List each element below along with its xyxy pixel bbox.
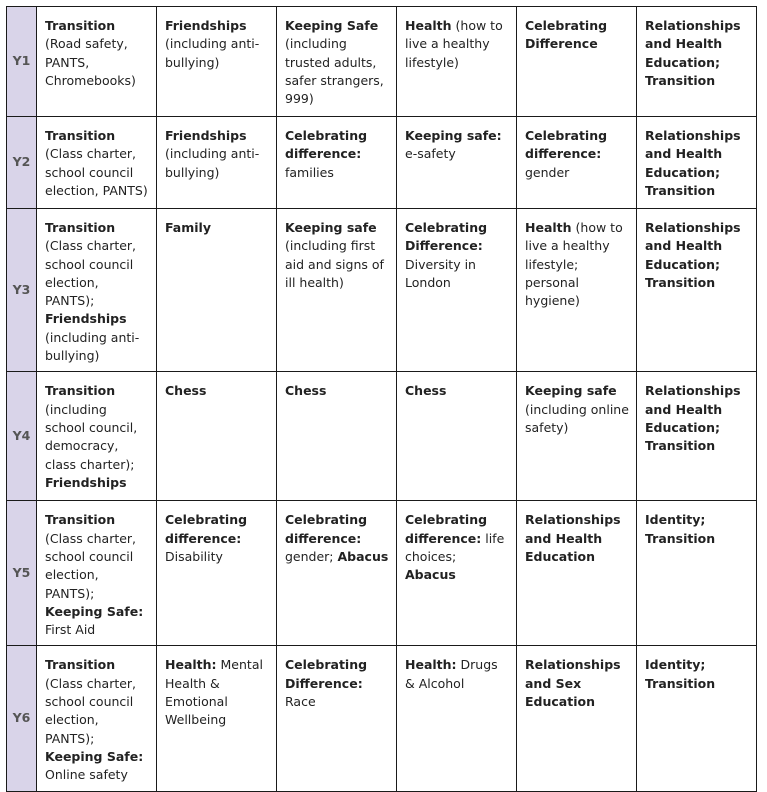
topic-heading: Celebrating difference: [525, 128, 608, 162]
topic-detail: (including anti-bullying) [165, 36, 260, 70]
table-cell [397, 117, 517, 209]
topic-heading: Chess [165, 383, 207, 399]
topic-detail: Mental Health & Emotional Wellbeing [165, 657, 263, 728]
table-cell [517, 646, 637, 791]
topic-heading: Relationships and Health Education [525, 512, 621, 564]
table-cell [397, 7, 517, 117]
topic-heading: Family [165, 220, 211, 235]
topic-heading: Transition [45, 657, 116, 673]
topic-heading: Friendships [45, 474, 127, 490]
table-cell [637, 209, 757, 372]
table-row [7, 372, 757, 501]
topic-detail: (including trusted adults, safer strangers, 999) [285, 36, 384, 107]
topic-heading: Abacus [337, 548, 389, 564]
topic-detail: (Class charter, school council election, PANTS); [45, 238, 137, 309]
topic-heading: Keeping safe: [405, 128, 502, 143]
table-cell [37, 7, 157, 117]
topic-heading: Transition [45, 383, 116, 399]
topic-detail: (including anti-bullying) [165, 146, 260, 180]
table-cell [517, 501, 637, 646]
table-cell [277, 372, 397, 501]
topic-detail: gender; [285, 548, 338, 564]
year-label: Y6 [7, 646, 37, 791]
topic-detail: Online safety [45, 767, 128, 783]
table-cell [517, 372, 637, 501]
topic-detail: First Aid [45, 622, 96, 638]
topic-heading: Identity; Transition [645, 512, 716, 546]
table-row [7, 501, 757, 646]
table-row [7, 209, 757, 372]
topic-detail: life choices; [405, 530, 505, 564]
topic-detail: (Class charter, school council election, PANTS) [45, 146, 148, 198]
topic-detail: (including online safety) [525, 401, 629, 435]
topic-heading: Health [525, 220, 572, 235]
topic-heading: Relationships and Health Education; Transition [645, 220, 741, 290]
topic-heading: Relationships and Health Education; Transition [645, 18, 741, 88]
table-row [7, 646, 757, 791]
table-row [7, 7, 757, 117]
curriculum-table-body [7, 7, 757, 792]
topic-heading: Relationships and Health Education; Transition [645, 128, 741, 198]
topic-heading: Relationships and Health Education; Transition [645, 383, 741, 454]
topic-detail: (including first aid and signs of ill health) [285, 238, 384, 290]
topic-heading: Celebrating difference: [405, 512, 488, 546]
table-cell [37, 372, 157, 501]
table-cell [517, 117, 637, 209]
topic-detail: Drugs & Alcohol [405, 657, 498, 691]
table-cell [277, 209, 397, 372]
topic-heading: Keeping Safe: [45, 603, 144, 619]
topic-heading: Transition [45, 18, 116, 33]
table-cell [37, 209, 157, 372]
table-cell [517, 7, 637, 117]
topic-heading: Keeping safe [285, 220, 377, 235]
topic-heading: Celebrating Difference: [285, 657, 368, 691]
table-cell [157, 117, 277, 209]
year-label: Y1 [7, 7, 37, 117]
topic-heading: Keeping safe [525, 383, 617, 399]
topic-heading: Celebrating difference: [285, 512, 368, 546]
topic-detail: (Road safety, PANTS, Chromebooks) [45, 36, 136, 88]
topic-detail: (including anti-bullying) [45, 329, 140, 364]
table-cell [637, 646, 757, 791]
year-label: Y4 [7, 372, 37, 501]
topic-heading: Health [405, 18, 452, 33]
topic-detail: families [285, 164, 334, 180]
topic-detail: (how to live a healthy lifestyle; personal hygiene) [525, 220, 623, 309]
topic-heading: Friendships [165, 18, 247, 33]
topic-heading: Health: [165, 657, 217, 673]
topic-heading: Relationships and Sex Education [525, 657, 621, 710]
topic-heading: Celebrating Difference: [405, 220, 488, 254]
topic-heading: Friendships [45, 311, 127, 327]
topic-heading: Identity; Transition [645, 657, 716, 691]
year-label: Y2 [7, 117, 37, 209]
table-cell [157, 646, 277, 791]
table-cell [637, 372, 757, 501]
table-cell [37, 117, 157, 209]
topic-detail: (how to live a healthy lifestyle) [405, 18, 503, 70]
table-cell [637, 501, 757, 646]
curriculum-table [6, 6, 757, 792]
table-cell [397, 209, 517, 372]
table-cell [517, 209, 637, 372]
topic-detail: (including school council, democracy, class charter); [45, 401, 138, 472]
table-cell [157, 501, 277, 646]
table-cell [37, 646, 157, 791]
table-cell [277, 7, 397, 117]
topic-detail: (Class charter, school council election, PANTS); [45, 530, 137, 601]
table-cell [157, 209, 277, 372]
topic-heading: Keeping Safe: [45, 748, 144, 764]
table-cell [397, 372, 517, 501]
topic-heading: Abacus [405, 567, 456, 583]
topic-heading: Transition [45, 220, 116, 235]
year-label: Y3 [7, 209, 37, 372]
topic-heading: Keeping Safe [285, 18, 379, 33]
table-cell [637, 7, 757, 117]
year-label: Y5 [7, 501, 37, 646]
table-cell [277, 501, 397, 646]
topic-heading: Friendships [165, 128, 247, 143]
topic-heading: Celebrating difference: [165, 512, 248, 546]
table-cell [157, 372, 277, 501]
table-cell [277, 117, 397, 209]
topic-detail: (Class charter, school council election, PANTS); [45, 675, 137, 746]
topic-heading: Celebrating difference: [285, 128, 368, 162]
topic-heading: Chess [405, 383, 447, 399]
table-row [7, 117, 757, 209]
table-cell [637, 117, 757, 209]
topic-heading: Celebrating Difference [525, 18, 608, 52]
topic-heading: Chess [285, 383, 327, 399]
topic-heading: Health: [405, 657, 457, 673]
topic-detail: Race [285, 694, 316, 710]
topic-detail: e-safety [405, 146, 456, 162]
topic-detail: gender [525, 164, 570, 180]
table-cell [397, 646, 517, 791]
topic-heading: Transition [45, 128, 116, 143]
topic-detail: Diversity in London [405, 256, 476, 290]
table-cell [397, 501, 517, 646]
topic-detail: Disability [165, 548, 223, 564]
table-cell [37, 501, 157, 646]
table-cell [277, 646, 397, 791]
table-cell [157, 7, 277, 117]
topic-heading: Transition [45, 512, 116, 528]
